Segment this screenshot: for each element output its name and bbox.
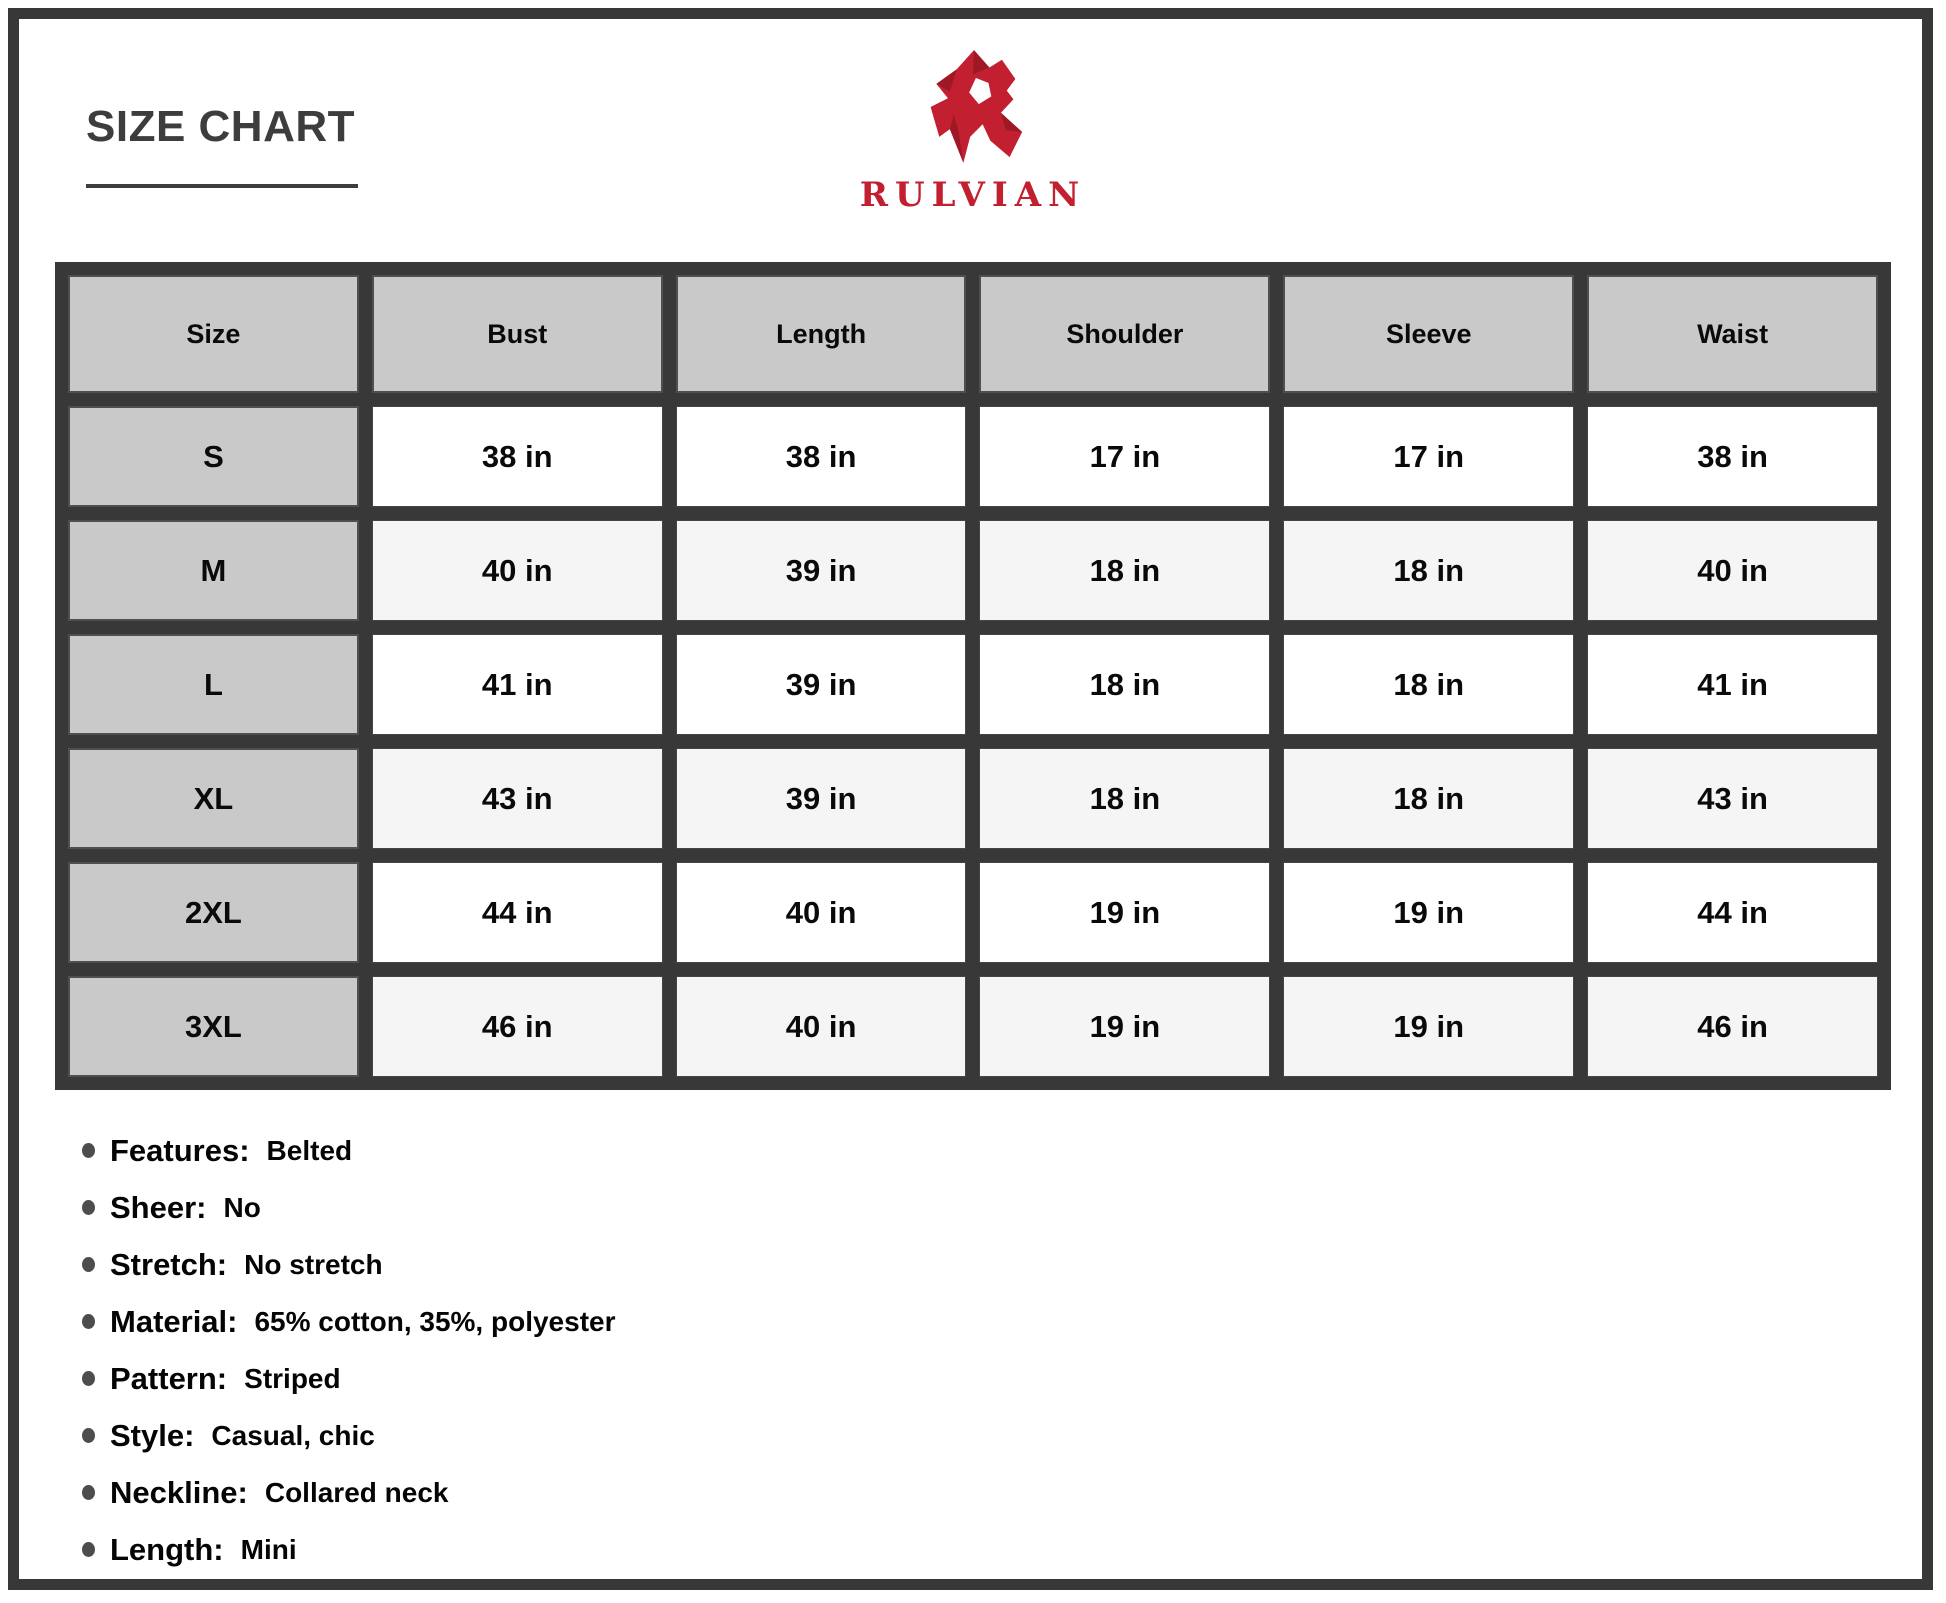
cell-shoulder: 18 in xyxy=(979,748,1270,849)
column-header-waist: Waist xyxy=(1587,275,1878,393)
title-block xyxy=(86,102,358,188)
detail-label: Sheer: xyxy=(110,1189,207,1225)
size-label: S xyxy=(68,406,359,507)
header-row xyxy=(68,275,1878,393)
cell-waist: 40 in xyxy=(1587,520,1878,621)
detail-value: No stretch xyxy=(244,1248,383,1280)
column-header-bust: Bust xyxy=(372,275,663,393)
detail-value: No xyxy=(223,1191,261,1223)
detail-label: Style: xyxy=(110,1417,195,1453)
detail-label: Neckline: xyxy=(110,1474,248,1510)
table-row-xl xyxy=(68,748,1878,849)
list-item-material xyxy=(82,1293,616,1350)
size-label: L xyxy=(68,634,359,735)
cell-bust: 44 in xyxy=(372,862,663,963)
list-item-features xyxy=(82,1122,616,1179)
list-item-pattern xyxy=(82,1350,616,1407)
cell-sleeve: 18 in xyxy=(1283,634,1574,735)
detail-value: Collared neck xyxy=(264,1476,449,1508)
list-item-neckline xyxy=(82,1464,616,1521)
cell-shoulder: 19 in xyxy=(979,976,1270,1077)
cell-shoulder: 18 in xyxy=(979,634,1270,735)
column-header-size: Size xyxy=(68,275,359,393)
size-label: XL xyxy=(68,748,359,849)
cell-length: 39 in xyxy=(676,748,967,849)
detail-value: Belted xyxy=(266,1134,353,1166)
brand-name: RULVIAN xyxy=(859,175,1087,215)
cell-sleeve: 18 in xyxy=(1283,748,1574,849)
size-label: M xyxy=(68,520,359,621)
brand-block xyxy=(763,46,1183,215)
detail-label: Material: xyxy=(110,1303,238,1339)
bullet-icon xyxy=(82,1371,95,1386)
cell-bust: 43 in xyxy=(372,748,663,849)
column-header-length: Length xyxy=(676,275,967,393)
cell-length: 38 in xyxy=(676,406,967,507)
size-label: 2XL xyxy=(68,862,359,963)
bullet-icon xyxy=(82,1200,95,1215)
cell-waist: 46 in xyxy=(1587,976,1878,1077)
page-title: SIZE CHART xyxy=(86,102,355,151)
list-item-length xyxy=(82,1521,616,1578)
table-row-s xyxy=(68,406,1878,507)
detail-label: Stretch: xyxy=(110,1246,228,1282)
cell-length: 40 in xyxy=(676,976,967,1077)
column-header-shoulder: Shoulder xyxy=(979,275,1270,393)
bullet-icon xyxy=(82,1428,95,1443)
cell-shoulder: 17 in xyxy=(979,406,1270,507)
list-item-style xyxy=(82,1407,616,1464)
cell-sleeve: 17 in xyxy=(1283,406,1574,507)
cell-sleeve: 19 in xyxy=(1283,976,1574,1077)
cell-bust: 40 in xyxy=(372,520,663,621)
title-underline xyxy=(86,184,358,188)
size-chart-table-wrap xyxy=(55,262,1891,1090)
cell-waist: 41 in xyxy=(1587,634,1878,735)
detail-label: Length: xyxy=(110,1531,224,1567)
size-chart-table xyxy=(55,262,1891,1090)
bullet-icon xyxy=(82,1143,95,1158)
cell-waist: 43 in xyxy=(1587,748,1878,849)
cell-waist: 38 in xyxy=(1587,406,1878,507)
cell-sleeve: 18 in xyxy=(1283,520,1574,621)
column-header-sleeve: Sleeve xyxy=(1283,275,1574,393)
size-label: 3XL xyxy=(68,976,359,1077)
detail-value: Mini xyxy=(240,1533,297,1565)
cell-waist: 44 in xyxy=(1587,862,1878,963)
detail-label: Pattern: xyxy=(110,1360,228,1396)
detail-label: Features: xyxy=(110,1132,250,1168)
cell-length: 40 in xyxy=(676,862,967,963)
cell-sleeve: 19 in xyxy=(1283,862,1574,963)
cell-shoulder: 18 in xyxy=(979,520,1270,621)
list-item-stretch xyxy=(82,1236,616,1293)
cell-bust: 38 in xyxy=(372,406,663,507)
product-details-list xyxy=(82,1122,616,1578)
table-row-l xyxy=(68,634,1878,735)
cell-bust: 46 in xyxy=(372,976,663,1077)
detail-value: Striped xyxy=(244,1362,341,1394)
bullet-icon xyxy=(82,1542,95,1557)
cell-bust: 41 in xyxy=(372,634,663,735)
table-row-m xyxy=(68,520,1878,621)
table-row-3xl xyxy=(68,976,1878,1077)
table-row-2xl xyxy=(68,862,1878,963)
cell-shoulder: 19 in xyxy=(979,862,1270,963)
bullet-icon xyxy=(82,1485,95,1500)
cell-length: 39 in xyxy=(676,520,967,621)
cell-length: 39 in xyxy=(676,634,967,735)
bullet-icon xyxy=(82,1257,95,1272)
detail-value: 65% cotton, 35%, polyester xyxy=(254,1305,616,1337)
brand-logo-icon xyxy=(920,46,1026,166)
bullet-icon xyxy=(82,1314,95,1329)
detail-value: Casual, chic xyxy=(211,1419,375,1451)
list-item-sheer xyxy=(82,1179,616,1236)
